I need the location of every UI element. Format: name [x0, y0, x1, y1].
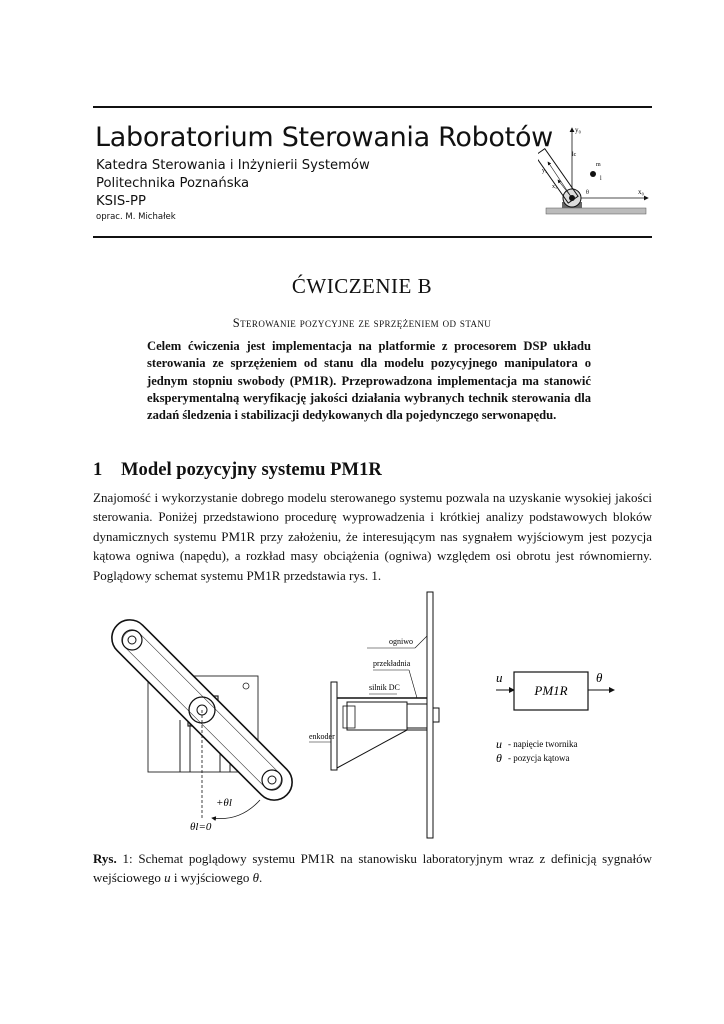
block-input-symbol: u [496, 670, 503, 685]
section-paragraph: Znajomość i wykorzystanie dobrego modelu sterowanego systemu pozwala na uzyskanie wysokiej jakości sterowania. Poniżej przedstawiono procedurę wyprowadzenia i krótkiej analizy podstawowych bloków dynamicznych systemu PM1R przy założeniu, że interesującym nas sygnałem wyjściowym jest pozycja kątowa ogniwa (napędu), a rozkład masy obciążenia (ogniwa) względem osi obrotu jest równomierny. Poglądowy schemat systemu PM1R przedstawia rys. 1. [93, 490, 652, 583]
block-name: PM1R [534, 683, 568, 698]
header-title: Laboratorium Sterowania Robotów [95, 122, 553, 153]
caption-number: 1: [122, 851, 133, 866]
figure-side-view [305, 590, 455, 840]
header-author: oprac. M. Michałek [96, 212, 176, 222]
logo-label-x0: x₀ [638, 188, 644, 196]
legend-text-theta: - pozycja kątowa [508, 753, 570, 763]
block-output-symbol: θ [596, 670, 603, 685]
figure-block-diagram [490, 668, 620, 778]
label-motor: silnik DC [369, 683, 400, 692]
logo-label-m: m [596, 162, 601, 168]
legend-symbol-theta: θ [496, 751, 502, 765]
caption-text: Schemat poglądowy systemu PM1R na stanowisku laboratoryjnym wraz z definicją sygnałów wejściowego [93, 851, 653, 886]
label-link: ogniwo [389, 637, 413, 646]
section-title: Model pozycyjny systemu PM1R [121, 459, 382, 480]
logo-label-y1: y₁ [542, 168, 548, 174]
abstract: Celem ćwiczenia jest implementacja na platformie z procesorem DSP układu sterowania ze sprzężeniem od stanu dla modelu pozycyjnego manipulatora o jednym stopniu swobody (PM1R). Przeprowadzona implementacja ma stanowić eksperymentalną weryfikację jakości działania wybranych technik sterowania dla zadań śledzenia i stabilizacji dedykowanych dla pojedynczego serwonapędu. [147, 339, 591, 423]
section-number: 1 [93, 459, 103, 480]
logo-label-l: l [600, 176, 602, 182]
caption-mid: i wyjściowego [173, 870, 250, 886]
section-heading [93, 459, 382, 481]
header-department: Katedra Sterowania i Inżynierii Systemów [96, 158, 370, 173]
header-university: Politechnika Poznańska [96, 176, 250, 191]
angle-positive-label: +θl [216, 797, 232, 809]
caption-symbol-theta: θ [252, 870, 259, 886]
legend-text-u: - napięcie twornika [508, 739, 578, 749]
logo-label-y0: y₀ [575, 126, 581, 134]
exercise-title: ĆWICZENIE B [291, 274, 433, 298]
logo-label-theta: θ [586, 190, 589, 196]
caption-symbol-u: u [164, 870, 171, 886]
label-encoder: enkoder [309, 732, 335, 741]
caption-end: . [258, 870, 263, 886]
header-bottom-rule [93, 236, 652, 238]
exercise-subtitle: Sterowanie pozycyjne ze sprzężeniem od stanu [232, 316, 492, 330]
logo-label-lc: lc [572, 152, 577, 158]
label-gear: przekładnia [373, 659, 411, 668]
figure-front-view [100, 600, 310, 840]
caption-label: Rys. [93, 851, 117, 866]
legend-symbol-u: u [496, 737, 502, 751]
pendulum-logo [538, 122, 653, 218]
logo-label-x1: x₁ [552, 184, 558, 190]
header-unit: KSIS-PP [96, 194, 146, 209]
figure-caption [93, 849, 652, 888]
header-top-rule [93, 106, 652, 108]
angle-zero-label: θl=0 [190, 821, 212, 833]
